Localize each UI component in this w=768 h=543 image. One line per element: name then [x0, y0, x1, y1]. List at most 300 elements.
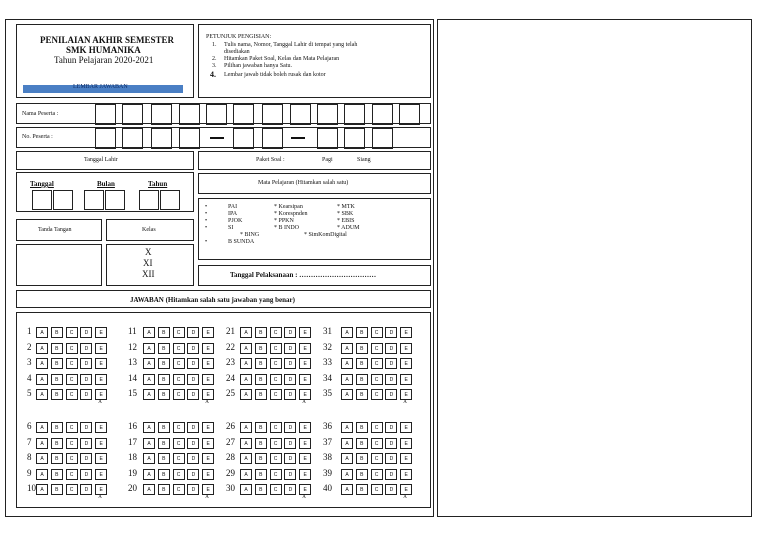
q2-option-c[interactable]: C	[66, 343, 78, 354]
question-number-19: 19	[128, 467, 137, 478]
q11-option-a[interactable]: A	[143, 327, 155, 338]
q34-option-e[interactable]: E	[400, 374, 412, 385]
q23-option-c[interactable]: C	[270, 358, 282, 369]
q23-option-a[interactable]: A	[240, 358, 252, 369]
question-number-36: 36	[323, 421, 332, 431]
question-number-10: 10	[27, 483, 36, 493]
q12-option-e[interactable]: E	[202, 343, 214, 354]
q3-option-d[interactable]: D	[80, 358, 92, 369]
nopeserta-cell-8[interactable]	[344, 128, 365, 149]
q3-option-c[interactable]: C	[66, 358, 78, 369]
q10-option-e[interactable]: E	[95, 484, 107, 495]
question-number-15: 15	[128, 388, 137, 398]
q5-option-e[interactable]: E	[95, 389, 107, 400]
q8-option-e[interactable]: E	[95, 453, 107, 464]
q23-option-b[interactable]: B	[255, 358, 267, 369]
blank-page	[437, 19, 752, 517]
q11-option-d[interactable]: D	[187, 327, 199, 338]
instruction-1b: disediakan	[224, 49, 250, 55]
nama-cell-7[interactable]	[262, 104, 283, 125]
q16-option-e[interactable]: E	[202, 422, 214, 433]
subject-korespnden[interactable]: * Korespnden	[274, 211, 308, 217]
q22-option-b[interactable]: B	[255, 343, 267, 354]
q4-option-e[interactable]: E	[95, 374, 107, 385]
q14-option-a[interactable]: A	[143, 374, 155, 385]
q6-option-c[interactable]: C	[66, 422, 78, 433]
question-number-2: 2	[27, 341, 32, 352]
q30-option-a[interactable]: A	[240, 484, 252, 495]
question-number-23: 23	[226, 357, 235, 367]
q38-option-d[interactable]: D	[385, 453, 397, 464]
nama-label: Nama Peserta :	[22, 111, 59, 117]
nama-cell-10[interactable]	[344, 104, 365, 125]
q27-option-b[interactable]: B	[255, 438, 267, 449]
stray-mark: A	[205, 399, 209, 405]
q1-option-b[interactable]: B	[51, 327, 63, 338]
tahun-label: Tahun	[148, 180, 168, 188]
subject-bindo[interactable]: * B INDO	[274, 225, 299, 231]
q17-option-c[interactable]: C	[173, 438, 185, 449]
q8-option-a[interactable]: A	[36, 453, 48, 464]
nama-cell-12[interactable]	[399, 104, 420, 125]
q36-option-d[interactable]: D	[385, 422, 397, 433]
question-number-33: 33	[323, 357, 332, 367]
q18-option-a[interactable]: A	[143, 453, 155, 464]
q21-option-d[interactable]: D	[284, 327, 296, 338]
question-number-25: 25	[226, 388, 235, 398]
question-number-14: 14	[128, 372, 137, 383]
q17-option-b[interactable]: B	[158, 438, 170, 449]
q17-option-e[interactable]: E	[202, 438, 214, 449]
q15-option-e[interactable]: E	[202, 389, 214, 400]
q26-option-e[interactable]: E	[299, 422, 311, 433]
q30-option-b[interactable]: B	[255, 484, 267, 495]
paket-label: Paket Soal :	[256, 157, 285, 163]
q17-option-a[interactable]: A	[143, 438, 155, 449]
q26-option-a[interactable]: A	[240, 422, 252, 433]
nama-cell-4[interactable]	[179, 104, 200, 125]
q40-option-d[interactable]: D	[385, 484, 397, 495]
q5-option-b[interactable]: B	[51, 389, 63, 400]
q14-option-c[interactable]: C	[173, 374, 185, 385]
q22-option-e[interactable]: E	[299, 343, 311, 354]
question-number-30: 30	[226, 483, 235, 493]
q24-option-b[interactable]: B	[255, 374, 267, 385]
q35-option-c[interactable]: C	[371, 389, 383, 400]
q29-option-a[interactable]: A	[240, 469, 252, 480]
q12-option-c[interactable]: C	[173, 343, 185, 354]
bln-cell-2[interactable]	[105, 190, 125, 210]
q39-option-b[interactable]: B	[356, 469, 368, 480]
q3-option-b[interactable]: B	[51, 358, 63, 369]
q16-option-b[interactable]: B	[158, 422, 170, 433]
question-number-13: 13	[128, 357, 137, 367]
q36-option-a[interactable]: A	[341, 422, 353, 433]
q21-option-a[interactable]: A	[240, 327, 252, 338]
q37-option-a[interactable]: A	[341, 438, 353, 449]
nama-cell-9[interactable]	[317, 104, 338, 125]
q32-option-b[interactable]: B	[356, 343, 368, 354]
subject-kearsipan[interactable]: * Kearsipan	[274, 204, 303, 210]
nama-cell-1[interactable]	[95, 104, 116, 125]
q37-option-c[interactable]: C	[371, 438, 383, 449]
q16-option-a[interactable]: A	[143, 422, 155, 433]
q27-option-c[interactable]: C	[270, 438, 282, 449]
q18-option-b[interactable]: B	[158, 453, 170, 464]
nopeserta-cell-4[interactable]	[179, 128, 200, 149]
q19-option-c[interactable]: C	[173, 469, 185, 480]
q20-option-e[interactable]: E	[202, 484, 214, 495]
bln-cell-1[interactable]	[84, 190, 104, 210]
q29-option-d[interactable]: D	[284, 469, 296, 480]
bulan-label: Bulan	[97, 180, 115, 188]
subject-pai[interactable]: PAI	[228, 204, 238, 210]
q5-option-c[interactable]: C	[66, 389, 78, 400]
nama-cell-6[interactable]	[233, 104, 254, 125]
q34-option-d[interactable]: D	[385, 374, 397, 385]
instruction-4-num: 4.	[210, 70, 216, 79]
nama-cell-2[interactable]	[122, 104, 143, 125]
q38-option-e[interactable]: E	[400, 453, 412, 464]
paket-box	[198, 151, 431, 170]
q17-option-d[interactable]: D	[187, 438, 199, 449]
thn-cell-1[interactable]	[139, 190, 159, 210]
q31-option-a[interactable]: A	[341, 327, 353, 338]
q7-option-e[interactable]: E	[95, 438, 107, 449]
q37-option-e[interactable]: E	[400, 438, 412, 449]
instructions-heading: PETUNJUK PENGISIAN:	[206, 34, 272, 40]
question-number-24: 24	[226, 372, 235, 383]
q8-option-d[interactable]: D	[80, 453, 92, 464]
q7-option-b[interactable]: B	[51, 438, 63, 449]
q35-option-d[interactable]: D	[385, 389, 397, 400]
q6-option-e[interactable]: E	[95, 422, 107, 433]
q14-option-e[interactable]: E	[202, 374, 214, 385]
tanggal-label: Tanggal	[30, 180, 54, 188]
question-number-17: 17	[128, 436, 137, 447]
q5-option-d[interactable]: D	[80, 389, 92, 400]
q35-option-a[interactable]: A	[341, 389, 353, 400]
q25-option-b[interactable]: B	[255, 389, 267, 400]
subject-si[interactable]: SI	[228, 225, 234, 231]
q13-option-e[interactable]: E	[202, 358, 214, 369]
q12-option-d[interactable]: D	[187, 343, 199, 354]
nopeserta-cell-2[interactable]	[122, 128, 143, 149]
q28-option-c[interactable]: C	[270, 453, 282, 464]
q21-option-e[interactable]: E	[299, 327, 311, 338]
paket-pagi[interactable]: Pagi	[322, 157, 333, 163]
q10-option-c[interactable]: C	[66, 484, 78, 495]
q16-option-d[interactable]: D	[187, 422, 199, 433]
q22-option-c[interactable]: C	[270, 343, 282, 354]
q13-option-a[interactable]: A	[143, 358, 155, 369]
q10-option-b[interactable]: B	[51, 484, 63, 495]
school-year: Tahun Pelajaran 2020-2021	[54, 55, 154, 65]
nopeserta-cell-9[interactable]	[372, 128, 393, 149]
instruction-3-num: 3.	[212, 63, 217, 69]
nopeserta-cell-3[interactable]	[151, 128, 172, 149]
q31-option-d[interactable]: D	[385, 327, 397, 338]
subject-ipa[interactable]: IPA	[228, 211, 238, 217]
q8-option-c[interactable]: C	[66, 453, 78, 464]
q39-option-a[interactable]: A	[341, 469, 353, 480]
q21-option-b[interactable]: B	[255, 327, 267, 338]
q20-option-b[interactable]: B	[158, 484, 170, 495]
q1-option-a[interactable]: A	[36, 327, 48, 338]
q10-option-d[interactable]: D	[80, 484, 92, 495]
question-number-6: 6	[27, 421, 32, 431]
q5-option-a[interactable]: A	[36, 389, 48, 400]
nopeserta-dash-2	[291, 137, 305, 139]
q2-option-b[interactable]: B	[51, 343, 63, 354]
q19-option-a[interactable]: A	[143, 469, 155, 480]
q40-option-a[interactable]: A	[341, 484, 353, 495]
q3-option-e[interactable]: E	[95, 358, 107, 369]
q2-option-d[interactable]: D	[80, 343, 92, 354]
q13-option-d[interactable]: D	[187, 358, 199, 369]
question-number-32: 32	[323, 341, 332, 352]
q38-option-b[interactable]: B	[356, 453, 368, 464]
q23-option-d[interactable]: D	[284, 358, 296, 369]
q33-option-d[interactable]: D	[385, 358, 397, 369]
q24-option-d[interactable]: D	[284, 374, 296, 385]
q32-option-a[interactable]: A	[341, 343, 353, 354]
q18-option-c[interactable]: C	[173, 453, 185, 464]
q28-option-e[interactable]: E	[299, 453, 311, 464]
q16-option-c[interactable]: C	[173, 422, 185, 433]
q36-option-c[interactable]: C	[371, 422, 383, 433]
q29-option-c[interactable]: C	[270, 469, 282, 480]
q11-option-c[interactable]: C	[173, 327, 185, 338]
q30-option-c[interactable]: C	[270, 484, 282, 495]
q33-option-e[interactable]: E	[400, 358, 412, 369]
q24-option-e[interactable]: E	[299, 374, 311, 385]
q24-option-a[interactable]: A	[240, 374, 252, 385]
nama-cell-3[interactable]	[151, 104, 172, 125]
paket-siang[interactable]: Siang	[357, 157, 371, 163]
q28-option-a[interactable]: A	[240, 453, 252, 464]
q26-option-b[interactable]: B	[255, 422, 267, 433]
q30-option-d[interactable]: D	[284, 484, 296, 495]
nopeserta-cell-7[interactable]	[317, 128, 338, 149]
q38-option-c[interactable]: C	[371, 453, 383, 464]
q7-option-c[interactable]: C	[66, 438, 78, 449]
q36-option-b[interactable]: B	[356, 422, 368, 433]
school-name: SMK HUMANIKA	[66, 45, 141, 55]
q20-option-a[interactable]: A	[143, 484, 155, 495]
q36-option-e[interactable]: E	[400, 422, 412, 433]
q10-option-a[interactable]: A	[36, 484, 48, 495]
q22-option-a[interactable]: A	[240, 343, 252, 354]
question-number-34: 34	[323, 372, 332, 383]
question-number-9: 9	[27, 467, 32, 478]
question-number-27: 27	[226, 436, 235, 447]
q35-option-e[interactable]: E	[400, 389, 412, 400]
q40-option-b[interactable]: B	[356, 484, 368, 495]
q15-option-b[interactable]: B	[158, 389, 170, 400]
q24-option-c[interactable]: C	[270, 374, 282, 385]
instruction-2: Hitamkan Paket Soal, Kelas dan Mata Pelajaran	[224, 56, 340, 62]
subject-adum[interactable]: * ADUM	[337, 225, 360, 231]
q20-option-c[interactable]: C	[173, 484, 185, 495]
question-number-28: 28	[226, 452, 235, 462]
subject-ebis[interactable]: * EBIS	[337, 218, 355, 224]
instruction-4: Lembar jawab tidak boleh rusak dan kotor	[224, 72, 326, 78]
q6-option-a[interactable]: A	[36, 422, 48, 433]
q3-option-a[interactable]: A	[36, 358, 48, 369]
q12-option-b[interactable]: B	[158, 343, 170, 354]
q27-option-d[interactable]: D	[284, 438, 296, 449]
nopeserta-cell-1[interactable]	[95, 128, 116, 149]
q33-option-b[interactable]: B	[356, 358, 368, 369]
q34-option-c[interactable]: C	[371, 374, 383, 385]
tanda-tangan-box[interactable]	[16, 244, 102, 286]
q7-option-d[interactable]: D	[80, 438, 92, 449]
question-number-5: 5	[27, 388, 32, 398]
q31-option-c[interactable]: C	[371, 327, 383, 338]
q11-option-e[interactable]: E	[202, 327, 214, 338]
kelas-xi[interactable]: XI	[143, 258, 153, 268]
q32-option-c[interactable]: C	[371, 343, 383, 354]
q28-option-d[interactable]: D	[284, 453, 296, 464]
subject-sbk[interactable]: * SBK	[337, 211, 354, 217]
q34-option-b[interactable]: B	[356, 374, 368, 385]
q27-option-e[interactable]: E	[299, 438, 311, 449]
q27-option-a[interactable]: A	[240, 438, 252, 449]
q19-option-d[interactable]: D	[187, 469, 199, 480]
subject-mtk[interactable]: * MTK	[337, 204, 355, 210]
tgl-cell-2[interactable]	[53, 190, 73, 210]
q26-option-c[interactable]: C	[270, 422, 282, 433]
question-number-26: 26	[226, 421, 235, 431]
instruction-1-num: 1.	[212, 42, 217, 48]
q15-option-c[interactable]: C	[173, 389, 185, 400]
q35-option-b[interactable]: B	[356, 389, 368, 400]
q2-option-e[interactable]: E	[95, 343, 107, 354]
kelas-x[interactable]: X	[145, 247, 152, 257]
question-number-20: 20	[128, 483, 137, 493]
nama-cell-5[interactable]	[206, 104, 227, 125]
q32-option-e[interactable]: E	[400, 343, 412, 354]
q40-option-e[interactable]: E	[400, 484, 412, 495]
q25-option-e[interactable]: E	[299, 389, 311, 400]
q38-option-a[interactable]: A	[341, 453, 353, 464]
q9-option-b[interactable]: B	[51, 469, 63, 480]
q13-option-c[interactable]: C	[173, 358, 185, 369]
q1-option-e[interactable]: E	[95, 327, 107, 338]
q15-option-a[interactable]: A	[143, 389, 155, 400]
q31-option-b[interactable]: B	[356, 327, 368, 338]
nama-cell-11[interactable]	[372, 104, 393, 125]
q14-option-d[interactable]: D	[187, 374, 199, 385]
q28-option-b[interactable]: B	[255, 453, 267, 464]
q37-option-d[interactable]: D	[385, 438, 397, 449]
q22-option-d[interactable]: D	[284, 343, 296, 354]
q37-option-b[interactable]: B	[356, 438, 368, 449]
question-number-12: 12	[128, 341, 137, 352]
q39-option-c[interactable]: C	[371, 469, 383, 480]
q12-option-a[interactable]: A	[143, 343, 155, 354]
q23-option-e[interactable]: E	[299, 358, 311, 369]
q2-option-a[interactable]: A	[36, 343, 48, 354]
subject-simkom[interactable]: * SimKomDigital	[304, 232, 347, 238]
nopeserta-dash-1	[210, 137, 224, 139]
q39-option-e[interactable]: E	[400, 469, 412, 480]
question-number-4: 4	[27, 372, 32, 383]
nopeserta-label: No. Peserta :	[22, 134, 53, 140]
question-number-21: 21	[226, 326, 235, 336]
subject-ppkn[interactable]: * PPKN	[274, 218, 294, 224]
q9-option-c[interactable]: C	[66, 469, 78, 480]
question-number-40: 40	[323, 483, 332, 493]
q33-option-a[interactable]: A	[341, 358, 353, 369]
q18-option-d[interactable]: D	[187, 453, 199, 464]
q19-option-e[interactable]: E	[202, 469, 214, 480]
tgl-cell-1[interactable]	[32, 190, 52, 210]
exam-title: PENILAIAN AKHIR SEMESTER	[40, 35, 175, 45]
q9-option-d[interactable]: D	[80, 469, 92, 480]
instruction-3: Pilihan jawaban hanya Satu.	[224, 63, 292, 69]
kelas-xii[interactable]: XII	[142, 269, 155, 279]
q34-option-a[interactable]: A	[341, 374, 353, 385]
q1-option-d[interactable]: D	[80, 327, 92, 338]
q29-option-b[interactable]: B	[255, 469, 267, 480]
q14-option-b[interactable]: B	[158, 374, 170, 385]
nopeserta-cell-6[interactable]	[262, 128, 283, 149]
q1-option-c[interactable]: C	[66, 327, 78, 338]
q4-option-c[interactable]: C	[66, 374, 78, 385]
q29-option-e[interactable]: E	[299, 469, 311, 480]
q33-option-c[interactable]: C	[371, 358, 383, 369]
thn-cell-2[interactable]	[160, 190, 180, 210]
q30-option-e[interactable]: E	[299, 484, 311, 495]
q6-option-d[interactable]: D	[80, 422, 92, 433]
q25-option-d[interactable]: D	[284, 389, 296, 400]
q40-option-c[interactable]: C	[371, 484, 383, 495]
q18-option-e[interactable]: E	[202, 453, 214, 464]
question-number-22: 22	[226, 341, 235, 352]
nopeserta-cell-5[interactable]	[233, 128, 254, 149]
stray-mark: A	[403, 494, 407, 500]
q7-option-a[interactable]: A	[36, 438, 48, 449]
q8-option-b[interactable]: B	[51, 453, 63, 464]
q32-option-d[interactable]: D	[385, 343, 397, 354]
q26-option-d[interactable]: D	[284, 422, 296, 433]
question-number-38: 38	[323, 452, 332, 462]
q25-option-a[interactable]: A	[240, 389, 252, 400]
q20-option-d[interactable]: D	[187, 484, 199, 495]
q15-option-d[interactable]: D	[187, 389, 199, 400]
q4-option-a[interactable]: A	[36, 374, 48, 385]
q19-option-b[interactable]: B	[158, 469, 170, 480]
q13-option-b[interactable]: B	[158, 358, 170, 369]
q11-option-b[interactable]: B	[158, 327, 170, 338]
q6-option-b[interactable]: B	[51, 422, 63, 433]
q9-option-a[interactable]: A	[36, 469, 48, 480]
q21-option-c[interactable]: C	[270, 327, 282, 338]
subject-bing[interactable]: * BING	[240, 232, 260, 238]
instruction-2-num: 2.	[212, 56, 217, 62]
subject-bsunda[interactable]: B SUNDA	[228, 239, 255, 245]
q9-option-e[interactable]: E	[95, 469, 107, 480]
q31-option-e[interactable]: E	[400, 327, 412, 338]
q39-option-d[interactable]: D	[385, 469, 397, 480]
subject-pjok[interactable]: PJOK	[228, 218, 243, 224]
q4-option-b[interactable]: B	[51, 374, 63, 385]
q25-option-c[interactable]: C	[270, 389, 282, 400]
q4-option-d[interactable]: D	[80, 374, 92, 385]
nama-cell-8[interactable]	[290, 104, 311, 125]
